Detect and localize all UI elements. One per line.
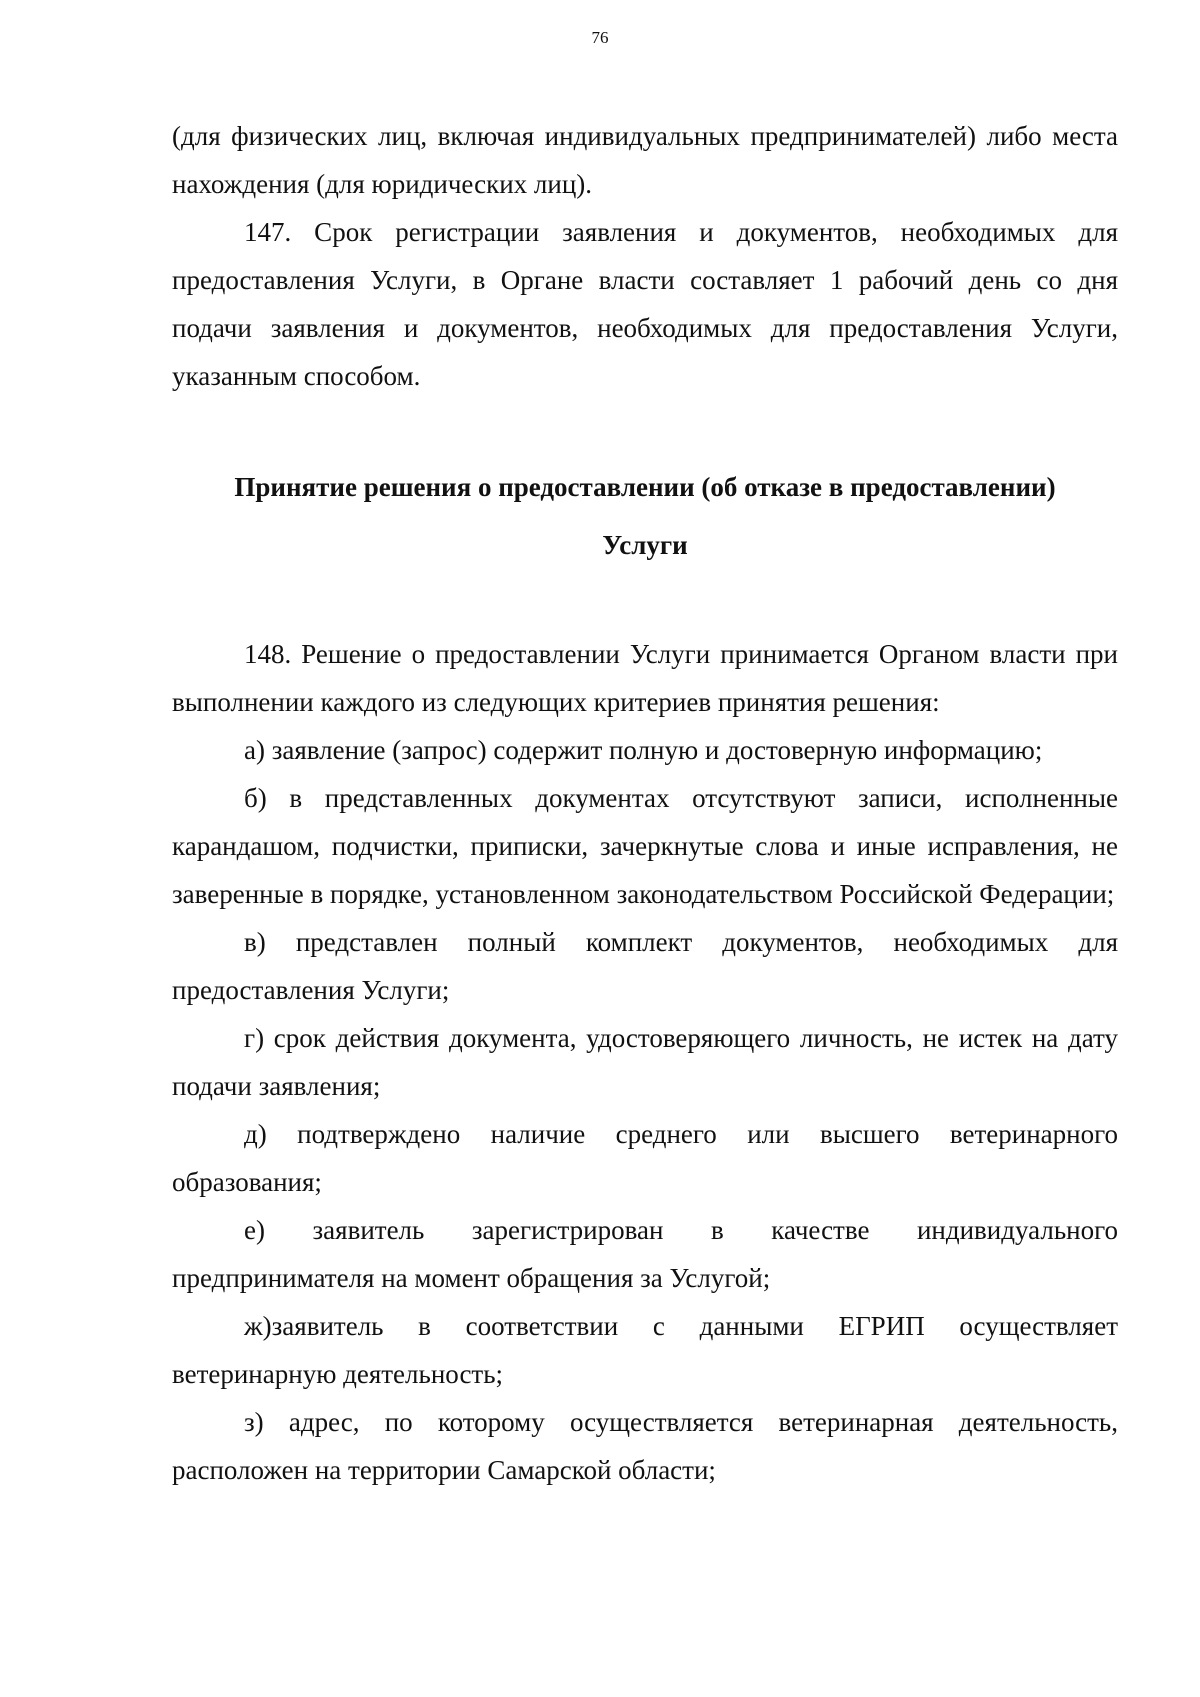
paragraph-148: 148. Решение о предоставлении Услуги принимается Органом власти при выполнении каждого из следующих критериев принятия решения: <box>172 639 1118 717</box>
criterion-a: а) заявление (запрос) содержит полную и достоверную информацию; <box>244 735 1043 765</box>
criterion-e: е) заявитель зарегистрирован в качестве индивидуального предпринимателя на момент обращения за Услугой; <box>172 1215 1118 1293</box>
criterion-zh: ж)заявитель в соответствии с данными ЕГРИП осуществляет ветеринарную деятельность; <box>172 1311 1118 1389</box>
criterion-z: з) адрес, по которому осуществляется ветеринарная деятельность, расположен на территории Самарской области; <box>172 1407 1118 1485</box>
paragraph-continuation: (для физических лиц, включая индивидуальных предпринимателей) либо места нахождения (для юридических лиц). <box>172 121 1118 199</box>
criterion-b: б) в представленных документах отсутствуют записи, исполненные карандашом, подчистки, приписки, зачеркнутые слова и иные исправления, не заверенные в порядке, установленном законодательством Российской Федерации; <box>172 783 1118 909</box>
document-body <box>172 112 1118 1494</box>
page-number: 76 <box>591 28 609 47</box>
criterion-d: д) подтверждено наличие среднего или высшего ветеринарного образования; <box>172 1119 1118 1197</box>
paragraph-147: 147. Срок регистрации заявления и документов, необходимых для предоставления Услуги, в Органе власти составляет 1 рабочий день со дня подачи заявления и документов, необходимых для предоставления Услуги, указанным способом. <box>172 217 1118 391</box>
section-heading <box>172 458 1118 574</box>
section-heading-line-1: Принятие решения о предоставлении (об отказе в предоставлении) <box>234 472 1056 502</box>
criterion-g: г) срок действия документа, удостоверяющего личность, не истек на дату подачи заявления; <box>172 1023 1118 1101</box>
section-heading-line-2: Услуги <box>602 530 688 560</box>
criterion-v: в) представлен полный комплект документов, необходимых для предоставления Услуги; <box>172 927 1118 1005</box>
